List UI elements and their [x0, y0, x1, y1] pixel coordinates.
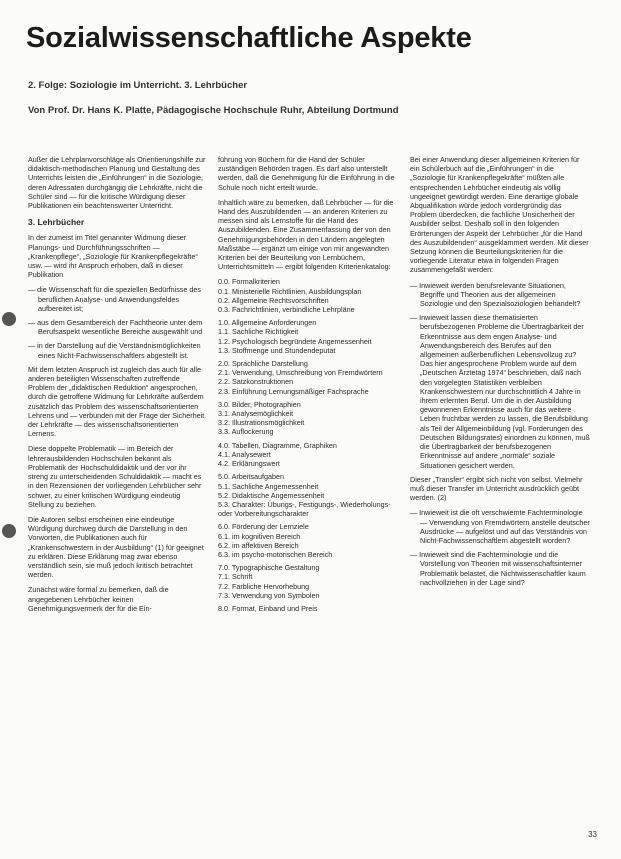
criteria-group — [218, 441, 396, 469]
criteria-item: 5.0. Arbeitsaufgaben — [218, 472, 284, 482]
criteria-item: 3.0. Bilder, Photographien — [218, 399, 301, 409]
criteria-group — [218, 604, 396, 613]
paragraph: Die Autoren selbst erscheinen eine eindeutige Würdigung durchweg durch die Darstellung in den Vorworten, die Publikationen auch für „Krankenschwestern in der Ausbildung“ (1) für geeignet zu erklären. Diese Erklärung mag zwar ebenso verständlich sein, sie muß jedoch kritisch betrachtet werden. — [28, 514, 204, 580]
section-heading: 3. Lehrbücher — [28, 217, 85, 228]
list-item: — in der Darstellung auf die Verständnismöglichkeiten eines Nicht-Fachwissenschaftlers abgestellt ist. — [28, 341, 201, 360]
page-title: Sozialwissenschaftliche Aspekte — [26, 22, 472, 54]
punch-hole-icon — [2, 524, 16, 538]
criteria-item: 0.0. Formalkriterien — [218, 277, 280, 287]
criteria-item: 3.3. Auflockerung — [218, 427, 274, 437]
criteria-item: 0.1. Ministerielle Richtlinien, Ausbildungsplan — [218, 286, 362, 296]
criteria-group — [218, 563, 396, 600]
criteria-item: 4.2. Erklärungswert — [218, 459, 280, 469]
criteria-item: 2.1. Verwendung, Umschreibung von Fremdwörtern — [218, 368, 383, 378]
paragraph: Dieser „Transfer“ ergibt sich nicht von selbst. Vielmehr muß dieser Transfer im Unterricht ausdrücklich geübt werden. (2) — [410, 474, 583, 503]
criteria-item: 2.2. Satzkonstruktionen — [218, 377, 294, 387]
criteria-item: 6.0. Förderung der Lernziele — [218, 522, 309, 532]
criteria-item: 4.0. Tabellen, Diagramme, Graphiken — [218, 440, 337, 450]
criteria-item: 7.1. Schrift — [218, 572, 253, 582]
list-item: — Inwieweit sind die Fachterminologie und die Vorstellung von Theorien mit wissenschaftsinterner Problematik belastet, die Nichtwissenschaftler kaum nachvollziehen in der Lage sind? — [410, 550, 586, 587]
criteria-item: 3.2. Illustrationsmöglichkeit — [218, 418, 305, 428]
criteria-item: 7.0. Typographische Gestaltung — [218, 563, 320, 573]
criteria-group — [218, 522, 396, 559]
criteria-item: 6.1. im kognitiven Bereich — [218, 531, 301, 541]
paragraph: Zunächst wäre formal zu bemerken, daß die angegebenen Lehrbücher keinen Genehmigungsvermerk der für die Ein- — [28, 585, 169, 613]
criteria-item: 1.2. Psychologisch begründete Angemessenheit — [218, 336, 372, 346]
list-item: — die Wissenschaft für die speziellen Bedürfnisse des beruflichen Analyse- und Anwendungsfeldes aufbereitet ist; — [28, 285, 201, 313]
criteria-item: 1.3. Stoffmenge und Stundendeputat — [218, 345, 336, 355]
criteria-group — [218, 318, 396, 355]
author-line: Von Prof. Dr. Hans K. Platte, Pädagogische Hochschule Ruhr, Abteilung Dortmund — [28, 105, 399, 116]
column-1 — [28, 155, 206, 619]
criteria-item: 3.1. Analysemöglichkeit — [218, 409, 294, 419]
criteria-item: 0.3. Fachrichtlinien, verbindliche Lehrpläne — [218, 305, 355, 315]
paragraph: In der zumeist im Titel genannter Widmung dieser Planungs- und Durchführungsschriften — „Krankenpflege“, „Soziologie für Krankenpflegekräfte“ usw. — wird ihr Anspruch erhoben, daß in dieser Publikation — [28, 233, 198, 280]
paragraph: führung von Büchern für die Hand der Schüler zuständigen Behörden tragen. Es darf also unterstellt werden, daß die Genehmigung für die Einführung in die Schule noch nicht erteilt wurde. — [218, 155, 395, 192]
paragraph: Mit dem letzten Anspruch ist zugleich das auch für alle anderen beteiligten Wissenschaften zutreffende Problem der „didaktischen Reduktion“ angesprochen, durch die getroffene Widmung für Lehrkräfte außerdem zusätzlich das Problem des wissenschaftsorientierten Lehrens und — verbunden mit der Frage der Sicherheit der Lehrkräfte — des wissenschaftsorientierten Lernens. — [28, 364, 205, 439]
criteria-item: 5.3. Charakter: Übungs-, Festigungs-, Wiederholungs- oder Vorbereitungscharakter — [218, 499, 391, 519]
paragraph: Diese doppelte Problematik — im Bereich der lehrerausbildenden Hochschulen bekannt als Problematik der Hochschuldidaktik und der vor ihr streng zu unterscheidenden Schuldidaktik — macht es in den Rezensionen der vorliegenden Lehrbücher sehr schwer, zu einer kritischen Würdigung eindeutig Stellung zu beziehen. — [28, 444, 202, 509]
criteria-item: 0.2. Allgemeine Rechtsvorschriften — [218, 295, 329, 305]
criteria-item: 2.3. Einführung Lernungsmäßiger Fachsprache — [218, 386, 369, 396]
criteria-item: 5.2. Didaktische Angemessenheit — [218, 490, 325, 500]
paragraph: Inhaltlich wäre zu bemerken, daß Lehrbücher — für die Hand des Auszubildenden — an anderen Kriterien zu messen sind als Lernstoffe für die Hand des Auszubildenden. Eine Zusammenfassung der von den Genehmigungsbehörden in den Ländern angelegten Maßstäbe — ergänzt um einige von mir angewandten Kriterien bei der Beurteilung von Lernbüchern, Unterrichtsmitteln — ergibt folgenden Kriterienkatalog: — [218, 197, 394, 272]
paragraph: Bei einer Anwendung dieser allgemeinen Kriterien für ein Schülerbuch auf die „Einführungen“ in die „Soziologie für Krankenpflegekräfte“ müßten alle entsprechenden Lehrbücher eindeutig als völlig ungeeignet gewürdigt werden. Eine derartige globale Abqualifikation würde jedoch vordergründig das Problem überdecken, die fachliche Unsicherheit der Ausbilder selbst. Deshalb soll in den folgenden Erörterungen der Aspekt der Lehrbücher „für die Hand des Auszubildenden“ ausgeklammert werden. Mit dieser Setzung können die Beurteilungskriterien für die vorliegende Literatur etwa in folgenden Fragen zusammengefaßt werden: — [410, 155, 589, 275]
criteria-item: 8.0. Format, Einband und Preis — [218, 603, 318, 613]
punch-hole-icon — [2, 312, 16, 326]
column-2 — [218, 155, 396, 617]
criteria-item: 1.0. Allgemeine Anforderungen — [218, 318, 317, 328]
criteria-item: 7.2. Farbliche Hervorhebung — [218, 581, 310, 591]
criteria-item: 1.1. Sachliche Richtigkeit — [218, 327, 299, 337]
criteria-item: 6.3. im psycho-motorischen Bereich — [218, 549, 333, 559]
criteria-group — [218, 359, 396, 396]
article-subtitle: 2. Folge: Soziologie im Unterricht. 3. Lehrbücher — [28, 80, 248, 91]
criteria-item: 6.2. im affektiven Bereich — [218, 540, 299, 550]
page-number: 33 — [588, 830, 597, 839]
criteria-item: 5.1. Sachliche Angemessenheit — [218, 481, 319, 491]
criteria-group — [218, 277, 396, 314]
criteria-item: 7.3. Verwendung von Symbolen — [218, 590, 320, 600]
list-item: — aus dem Gesamtbereich der Fachtheorie unter dem Berufsaspekt wesentliche Bereiche ausgewählt und — [28, 318, 203, 337]
criteria-item: 4.1. Analysewert — [218, 449, 271, 459]
column-3 — [410, 155, 590, 592]
criteria-catalog — [218, 277, 396, 613]
list-item: — Inwieweit werden berufsrelevante Situationen, Begriffe und Theorien aus der allgemeinen Soziologie und den Spezialsoziologien behandelt? — [410, 280, 581, 309]
criteria-group — [218, 400, 396, 437]
criteria-group — [218, 472, 396, 518]
criteria-item: 2.0. Sprachliche Darstellung — [218, 359, 308, 369]
paragraph: Außer die Lehrplanvorschläge als Orientierungshilfe zur didaktisch-methodischen Planung und Gestaltung des Unterrichts leisten die „Einführungen“ in die Soziologie, deren Adressaten durchgängig die Lehrkräfte, nicht die Schüler sind — für die kritische Würdigung dieser Publikationen ein beachtenswerter Unterricht. — [28, 155, 206, 211]
list-item: — Inwieweit ist die oft verschwiemte Fachterminologie — Verwendung von Fremdwörtern anstelle deutscher Ausdrücke — aufgelöst und auf das Verständnis von Nicht-Fachwissenschaftlern abgestellt worden? — [410, 508, 590, 545]
list-item: — Inwieweit lassen diese thematisierten berufsbezogenen Probleme die Übertragbarkeit der Erkenntnisse aus dem engen Analyse- und Anwendungsbereich des Berufes auf den allgemeinen außerberuflichen Lebensvollzug zu? Das hier angesprochene Problem wurde auf dem „Deutschen Ärztetag 1974“ beschrieben, daß nach den vorgelegten Statistiken verbleiben Krankenschwestern nur durchschnittlich 4 Jahre in ihrem erlernten Beruf. Um die in der Ausbildung gewonnenen Erkenntnisse auch für das weitere Leben fruchtbar werden zu lassen, die Berufsbildung als Teil der Allgemeinbildung (vgl. Forderungen des Deutschen Bildungsrates) einordnen zu können, muß die Übertragbarkeit der berufsbezogenen Erkenntnisse auf andere „normale“ soziale Situationen gesichert werden. — [410, 313, 590, 470]
